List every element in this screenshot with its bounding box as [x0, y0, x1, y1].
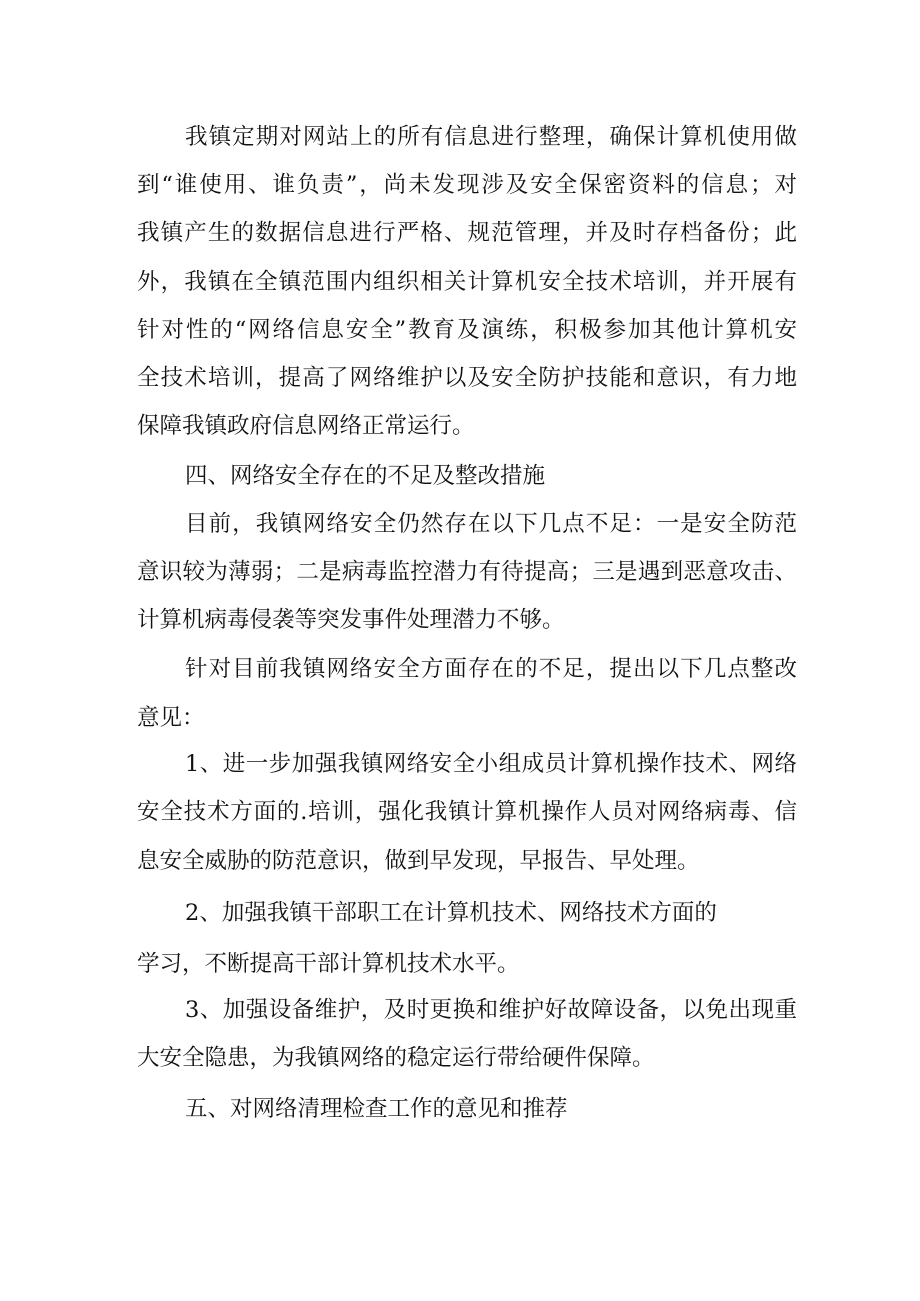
item-1-line-2: 安全技术方面的.培训，强化我镇计算机操作人员对网络病毒、信: [137, 799, 797, 825]
paragraph-3-line-3: 计算机病毒侵袭等突发事件处理潜力不够。: [137, 607, 565, 633]
item-2-line-2: 学习，不断提高干部计算机技术水平。: [137, 951, 520, 977]
paragraph-1-line-1: 我镇定期对网站上的所有信息进行整理，确保计算机使用做: [185, 124, 797, 150]
paragraph-3-line-1: 目前，我镇网络安全仍然存在以下几点不足：一是安全防范: [185, 511, 797, 537]
section-heading-4: 四、网络安全存在的不足及整改措施: [185, 463, 546, 489]
paragraph-1-line-7: 保障我镇政府信息网络正常运行。: [137, 413, 475, 439]
item-3-line-1: 3、加强设备维护，及时更换和维护好故障设备，以免出现重: [185, 997, 797, 1023]
item-3-line-2: 大安全隐患，为我镇网络的稳定运行带给硬件保障。: [137, 1045, 655, 1071]
item-1-line-3: 息安全威胁的防范意识，做到早发现，早报告、早处理。: [137, 848, 700, 874]
paragraph-1-line-4: 外，我镇在全镇范围内组织相关计算机安全技术培训，并开展有: [137, 269, 797, 295]
paragraph-3-line-2: 意识较为薄弱；二是病毒监控潜力有待提高；三是遇到恶意攻击、: [137, 559, 797, 585]
item-1-line-1: 1、进一步加强我镇网络安全小组成员计算机操作技术、网络: [185, 751, 797, 777]
paragraph-1-line-6: 全技术培训，提高了网络维护以及安全防护技能和意识，有力地: [137, 365, 797, 391]
paragraph-4-line-2: 意见：: [137, 705, 205, 731]
paragraph-1-line-3: 我镇产生的数据信息进行严格、规范管理，并及时存档备份；此: [137, 220, 797, 246]
paragraph-1-line-2: 到“谁使用、谁负责”，尚未发现涉及安全保密资料的信息；对: [137, 172, 797, 198]
item-2-line-1: 2、加强我镇干部职工在计算机技术、网络技术方面的: [185, 900, 717, 926]
paragraph-4-line-1: 针对目前我镇网络安全方面存在的不足，提出以下几点整改: [185, 656, 797, 682]
section-heading-5: 五、对网络清理检查工作的意见和推荐: [185, 1096, 568, 1122]
paragraph-1-line-5: 针对性的“网络信息安全”教育及演练，积极参加其他计算机安: [137, 317, 797, 343]
